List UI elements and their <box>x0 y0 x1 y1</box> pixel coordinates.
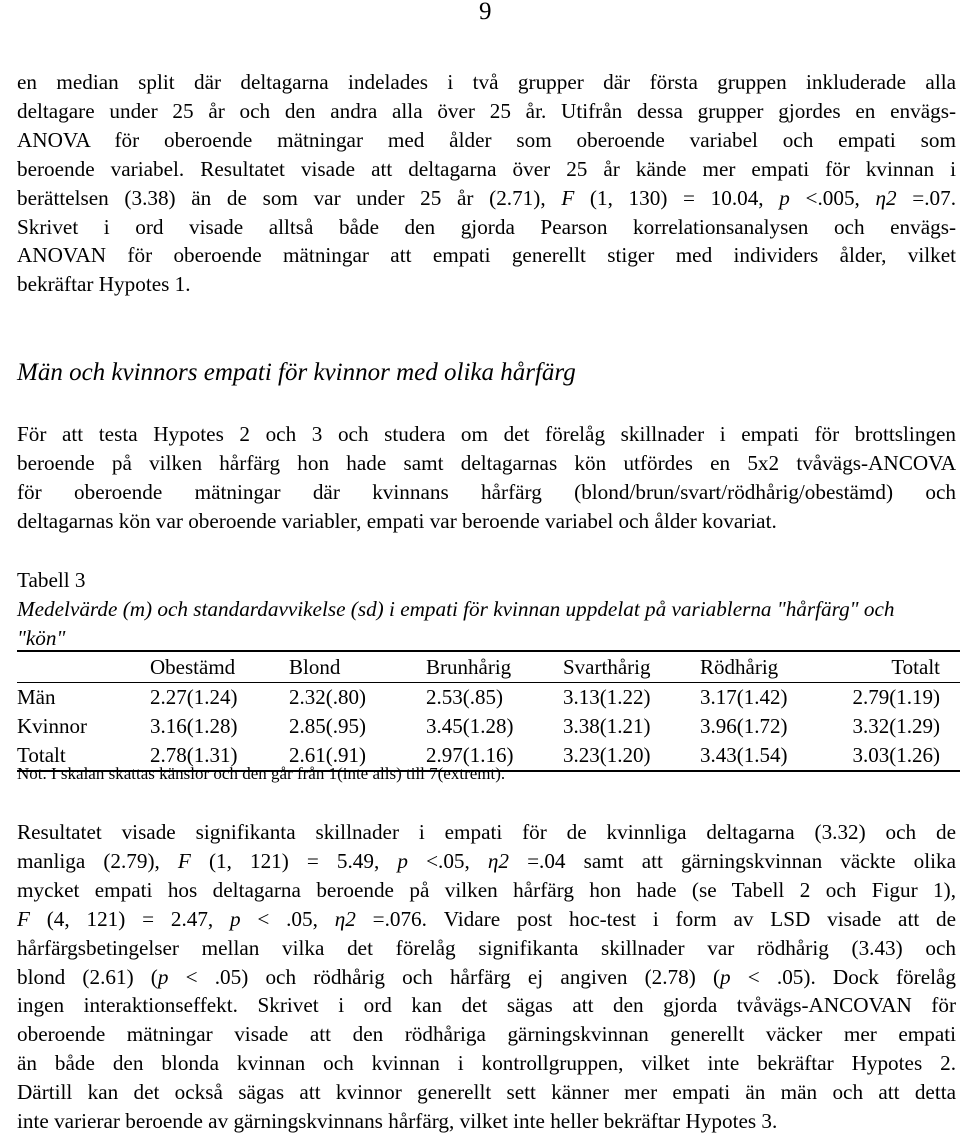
row-label: Kvinnor <box>17 714 87 738</box>
table-cell: 3.23(1.20) <box>563 741 700 771</box>
table-cell: 3.43(1.54) <box>700 741 838 771</box>
paragraph-ancova-method <box>17 420 956 536</box>
column-header: Obestämd <box>150 651 289 683</box>
text-line: än både den blonda kvinnan och kvinnan i kontrollgruppen, vilket inte bekräftar Hypotes 2. <box>17 1051 956 1076</box>
column-header <box>17 651 150 683</box>
column-header: Blond <box>289 651 426 683</box>
table-cell: 2.79(1.19) <box>852 685 940 709</box>
text-line: bekräftar Hypotes 1. <box>17 272 191 297</box>
text-line: manliga (2.79), F (1, 121) = 5.49, p <.05, η2 =.04 samt att gärningskvinnan väckte olika <box>17 848 956 873</box>
text-line: För att testa Hypotes 2 och 3 och studera om det förelåg skillnader i empati för brottslingen <box>17 422 956 446</box>
table-cell: 3.03(1.26) <box>838 741 960 771</box>
table-label: Tabell 3 <box>17 568 86 592</box>
table-cell: 3.38(1.21) <box>563 714 651 738</box>
table-row <box>17 683 960 713</box>
text-line: Därtill kan det också sägas att kvinnor generellt sett känner mer empati än män och att detta <box>17 1080 956 1105</box>
text-line: oberoende mätningar visade att den rödhåriga gärningskvinnan generellt väcker mer empati <box>17 1022 956 1047</box>
table-cell: 2.78(1.31) <box>150 741 289 771</box>
text-line: blond (2.61) (p < .05) och rödhårig och hårfärg ej angiven (2.78) (p < .05). Dock förelåg <box>17 964 956 989</box>
text-line: deltagare under 25 år och den andra alla över 25 år. Utifrån dessa grupper gjordes en envägs- <box>17 98 956 123</box>
paragraph-results <box>17 818 956 1136</box>
table-caption <box>17 566 947 653</box>
page-number: 9 <box>479 0 492 25</box>
row-label: Män <box>17 685 56 709</box>
empathy-table <box>17 650 960 772</box>
text-line: F (4, 121) = 2.47, p < .05, η2 =.076. Vidare post hoc-test i form av LSD visade att de <box>17 906 957 931</box>
table-cell: 2.27(1.24) <box>150 685 238 709</box>
paragraph-age-anova <box>17 68 956 299</box>
text-line: inte varierar beroende av gärningskvinnans hårfärg, vilket inte heller bekräftar Hypotes 3. <box>17 1109 778 1134</box>
column-header: Brunhårig <box>426 651 563 683</box>
table-cell: 3.32(1.29) <box>852 714 940 738</box>
table-cell: 2.32(.80) <box>289 685 366 709</box>
table-note: Not. I skalan skattas känslor och den går från 1(inte alls) till 7(extremt). <box>17 764 506 783</box>
table-cell: 2.97(1.16) <box>426 741 563 771</box>
column-header: Svarthårig <box>563 651 700 683</box>
text-line: ANOVA för oberoende mätningar med ålder som oberoende variabel och empati som <box>17 127 956 152</box>
table-row <box>17 712 960 741</box>
table-cell: 3.45(1.28) <box>426 714 514 738</box>
text-line: hårfärgsbetingelser mellan vilka det förelåg signifikanta skillnader var rödhårig (3.43) och <box>17 935 956 960</box>
section-heading: Män och kvinnors empati för kvinnor med olika hårfärg <box>17 359 576 386</box>
text-line: beroende variabel. Resultatet visade att deltagarna över 25 år kände mer empati för kvinnan i <box>17 156 956 181</box>
text-line: ANOVAN för oberoende mätningar att empati generellt stiger med individers ålder, vilket <box>17 243 956 268</box>
column-header: Rödhårig <box>700 651 838 683</box>
text-line: beroende på vilken hårfärg hon hade samt deltagarnas kön utfördes en 5x2 tvåvägs-ANCOVA <box>17 450 956 475</box>
text-line: en median split där deltagarna indelades i två grupper där första gruppen inkluderade alla <box>17 70 956 94</box>
text-line: för oberoende mätningar där kvinnans hårfärg (blond/brun/svart/rödhårig/obestämd) och <box>17 479 956 504</box>
row-label: Totalt <box>17 741 150 771</box>
table-cell: 2.85(.95) <box>289 714 366 738</box>
column-header: Totalt <box>838 651 960 683</box>
text-line: Skrivet i ord visade alltså både den gjorda Pearson korrelationsanalysen och envägs- <box>17 214 956 239</box>
table-cell: 3.16(1.28) <box>150 714 238 738</box>
table-cell: 3.13(1.22) <box>563 685 651 709</box>
text-line: ingen interaktionseffekt. Skrivet i ord kan det sägas att den gjorda tvåvägs-ANCOVAN för <box>17 993 956 1018</box>
table-cell: 2.53(.85) <box>426 685 503 709</box>
text-line: berättelsen (3.38) än de som var under 25 år (2.71), F (1, 130) = 10.04, p <.005, η2 =.07. <box>17 185 957 210</box>
table-cell: 3.96(1.72) <box>700 714 788 738</box>
text-line: mycket empati hos deltagarna beroende på vilken hårfärg hon hade (se Tabell 2 och Figur 1), <box>17 877 956 902</box>
table-cell: 2.61(.91) <box>289 741 426 771</box>
text-line: Resultatet visade signifikanta skillnader i empati för de kvinnliga deltagarna (3.32) och de <box>17 820 956 844</box>
table-title: Medelvärde (m) och standardavvikelse (sd) i empati för kvinnan uppdelat på variablerna "hårfärg" och "kön" <box>17 597 895 650</box>
text-line: deltagarnas kön var oberoende variabler, empati var beroende variabel och ålder kovariat. <box>17 508 777 533</box>
table-cell: 3.17(1.42) <box>700 685 788 709</box>
table-header-row <box>17 651 960 683</box>
